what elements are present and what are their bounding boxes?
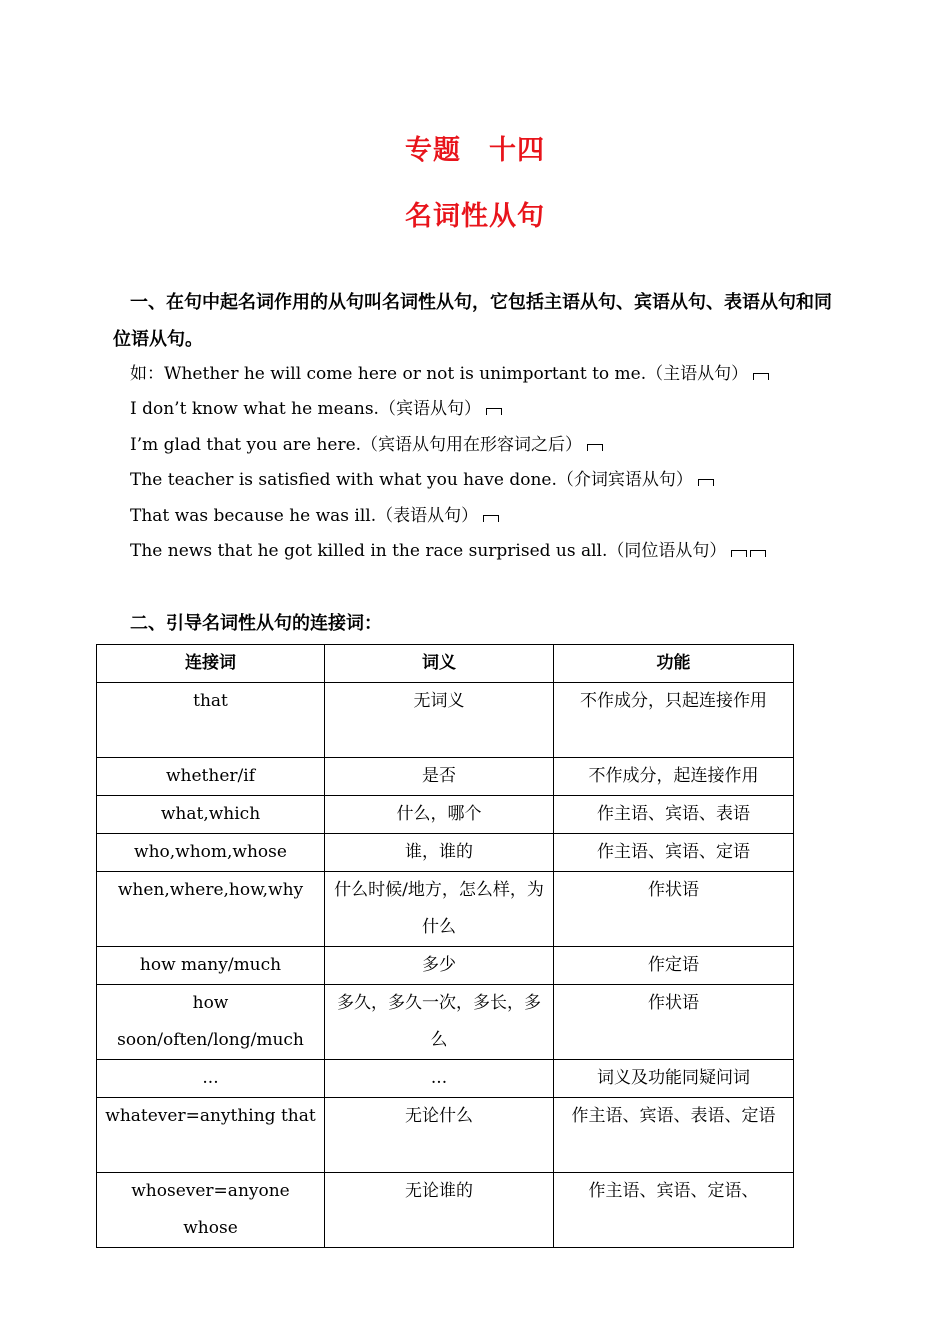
conjunction-table [96,644,794,1248]
table-row [97,796,794,834]
table-cell: whether/if [97,758,325,796]
paragraph-mark-icon [698,479,714,486]
table-cell: how many/much [97,947,325,985]
table-header-row [97,645,794,683]
example-line-2: I don’t know what he means.（宾语从句） [130,398,502,420]
table-row [97,1098,794,1173]
table-row [97,872,794,947]
table-cell: that [97,683,325,758]
table-cell: 作定语 [554,947,794,985]
table-cell: 不作成分，起连接作用 [554,758,794,796]
table-cell: 无论谁的 [325,1173,554,1248]
table-row [97,683,794,758]
table-cell: ... [97,1060,325,1098]
paragraph-mark-icon [753,373,769,380]
example-line-6: The news that he got killed in the race surprised us all.（同位语从句） [130,540,766,562]
table-cell: 作主语、宾语、定语 [554,834,794,872]
table-row [97,1060,794,1098]
table-cell: 是否 [325,758,554,796]
table-cell: 作主语、宾语、定语、 [554,1173,794,1248]
table-row [97,947,794,985]
example-line-4: The teacher is satisfied with what you have done.（介词宾语从句） [130,469,714,491]
paragraph-mark-icon [483,515,499,522]
table-row [97,758,794,796]
table-cell: 多久，多久一次，多长，多么 [325,985,554,1060]
table-cell: 作状语 [554,985,794,1060]
table-cell: whatever=anything that [97,1098,325,1173]
paragraph-mark-icon [731,550,747,557]
table-cell: 作主语、宾语、表语、定语 [554,1098,794,1173]
table-cell: 不作成分，只起连接作用 [554,683,794,758]
table-cell: how soon/often/long/much [97,985,325,1060]
table-cell: ... [325,1060,554,1098]
paragraph-mark-icon [587,444,603,451]
table-cell: 作主语、宾语、表语 [554,796,794,834]
table-cell: what,which [97,796,325,834]
table-cell: who,whom,whose [97,834,325,872]
table-cell: 作状语 [554,872,794,947]
table-cell: 无词义 [325,683,554,758]
section-2-heading: 二、引导名词性从句的连接词： [130,613,382,634]
section-1-paragraph: 一、在句中起名词作用的从句叫名词性从句，它包括主语从句、宾语从句、表语从句和同位语从句。 [113,292,832,350]
table-row [97,834,794,872]
page-title: 专题 十四 [405,135,545,166]
example-line-5: That was because he was ill.（表语从句） [130,505,499,527]
header-cell: 词义 [325,645,554,683]
table-cell: 词义及功能同疑问词 [554,1060,794,1098]
header-cell: 功能 [554,645,794,683]
table-cell: 什么，哪个 [325,796,554,834]
table-cell: 多少 [325,947,554,985]
example-line-3: I’m glad that you are here.（宾语从句用在形容词之后） [130,434,603,456]
example-line-1: 如：Whether he will come here or not is unimportant to me.（主语从句） [130,363,769,385]
paragraph-mark-icon [486,408,502,415]
table-cell: 谁，谁的 [325,834,554,872]
table-cell: 什么时候/地方，怎么样，为什么 [325,872,554,947]
table-cell: when,where,how,why [97,872,325,947]
table-row [97,1173,794,1248]
table-row [97,985,794,1060]
paragraph-mark-icon [750,550,766,557]
table-cell: 无论什么 [325,1098,554,1173]
page-subtitle: 名词性从句 [405,201,545,232]
table-cell: whosever=anyone whose [97,1173,325,1248]
header-cell: 连接词 [97,645,325,683]
